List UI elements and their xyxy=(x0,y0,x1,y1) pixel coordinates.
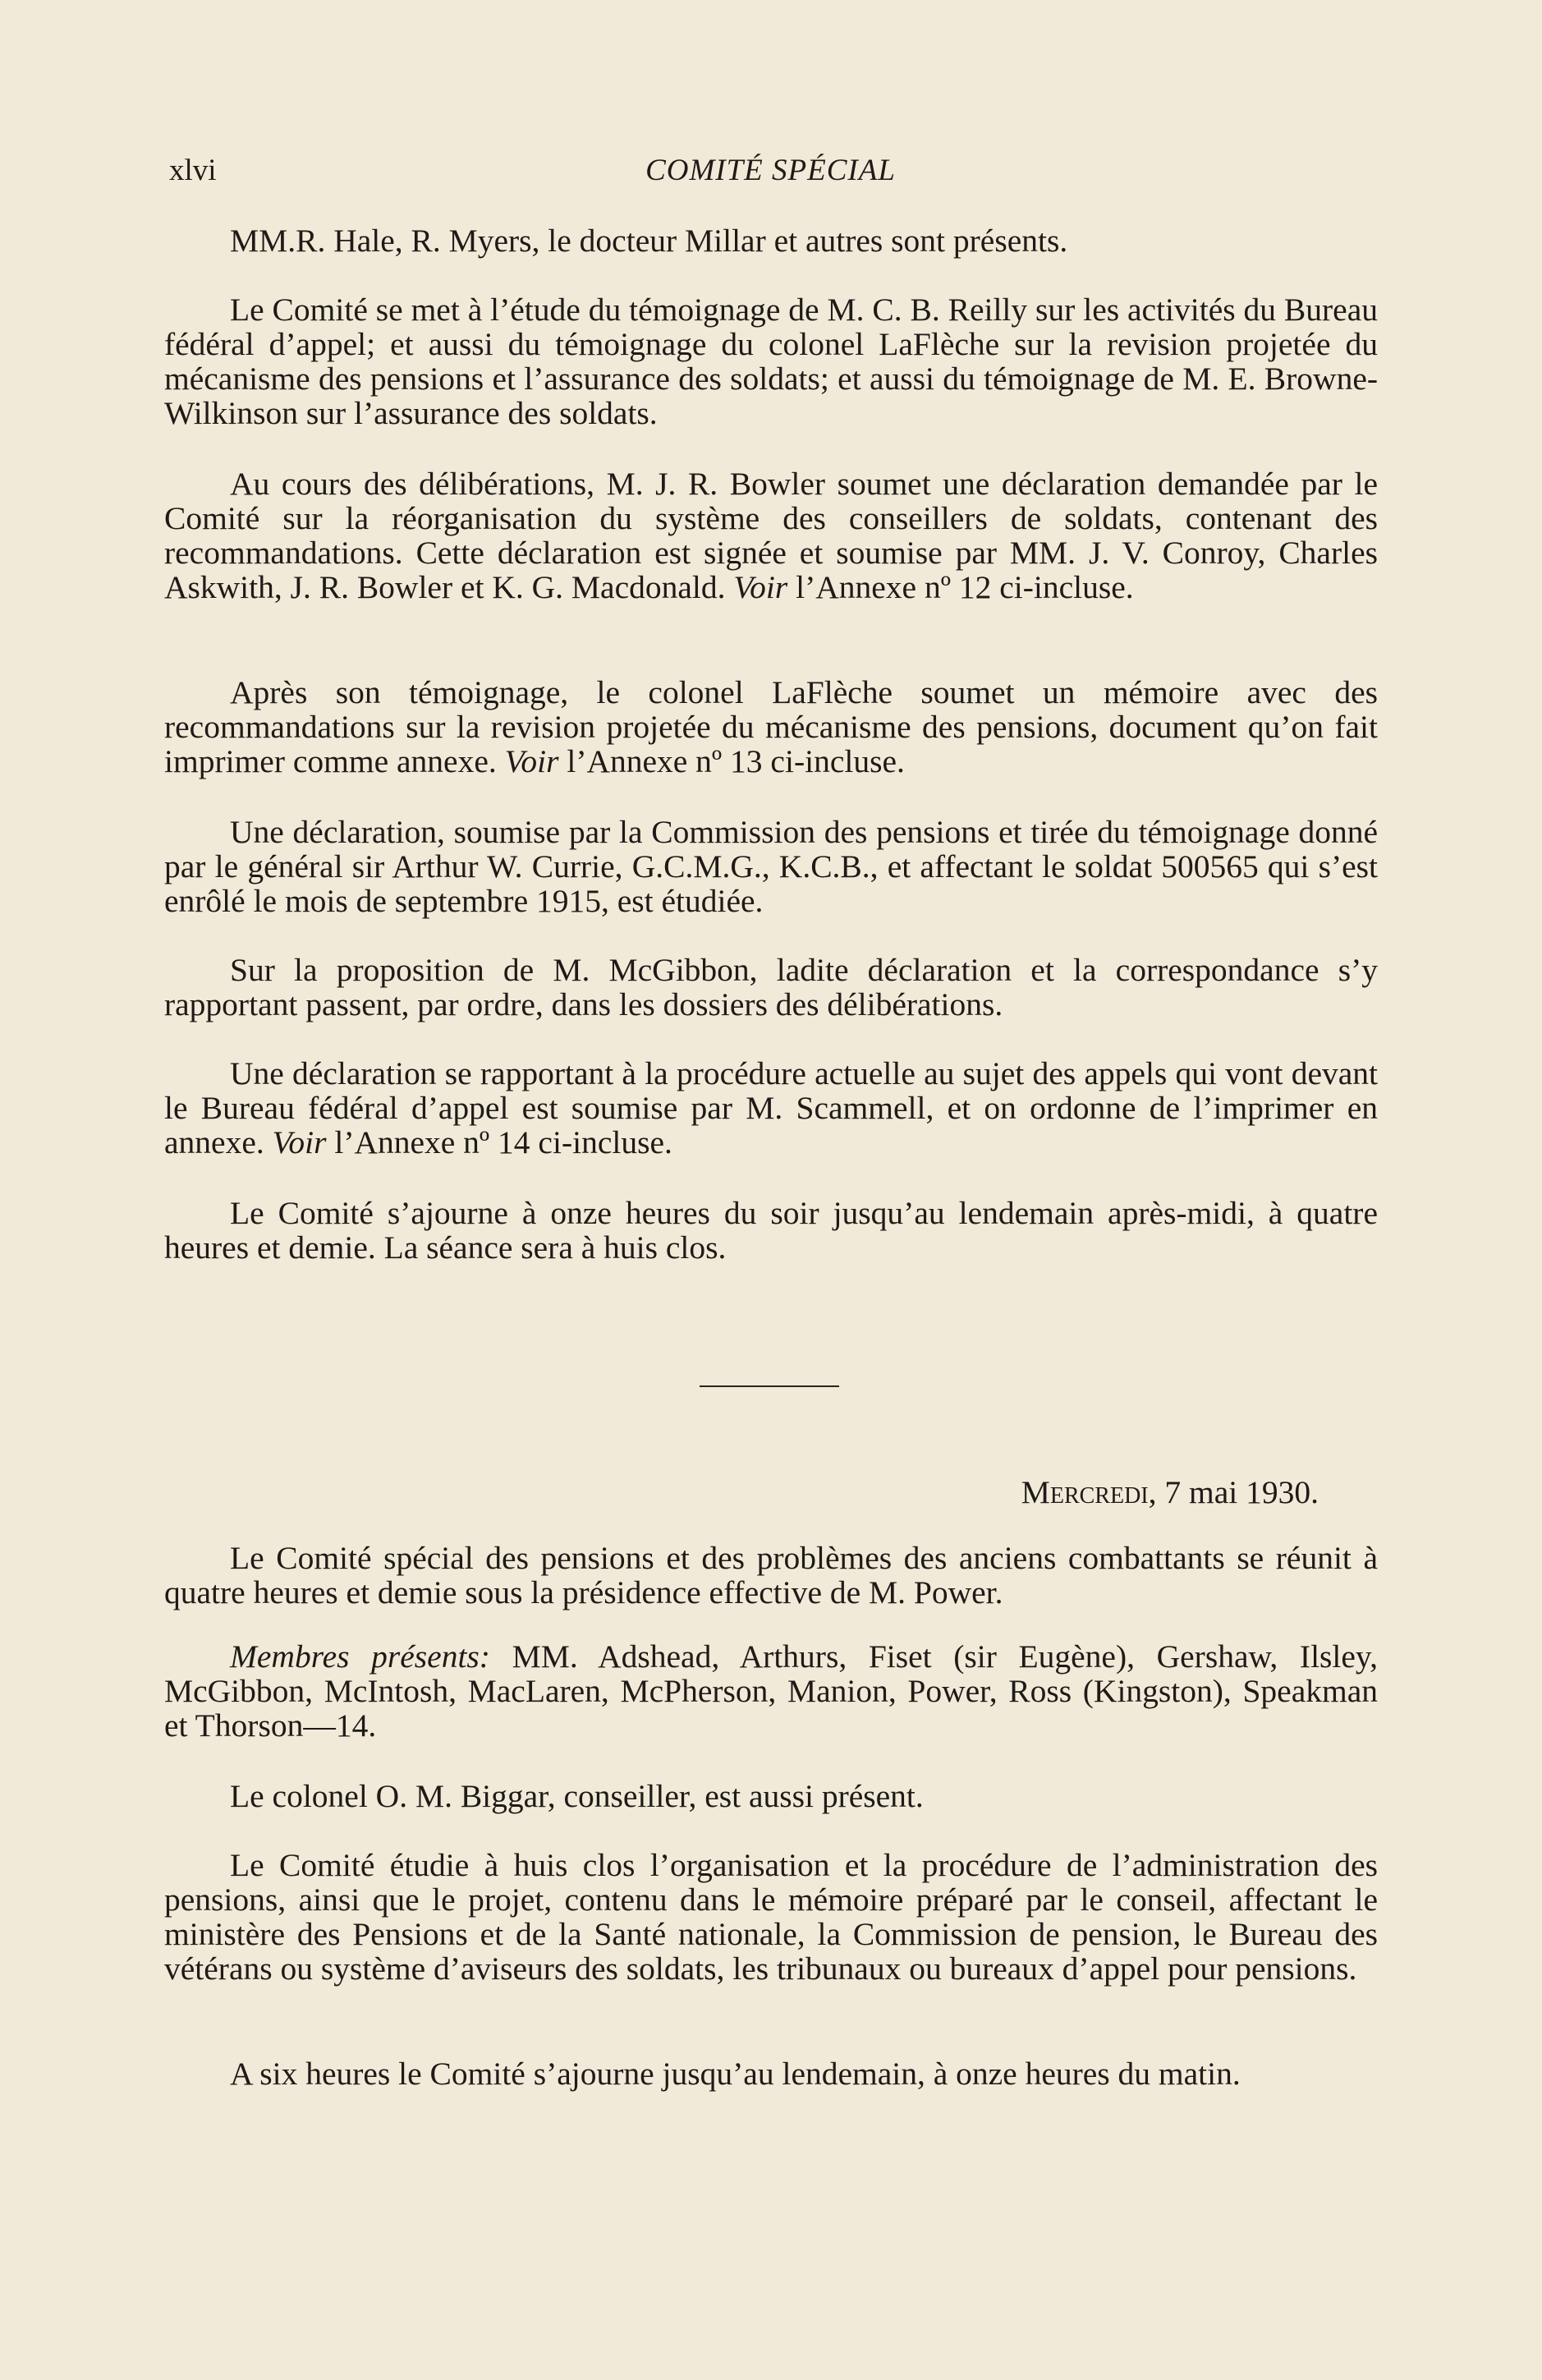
annex-reference: l’Annexe nº 14 ci-incluse. xyxy=(334,1124,672,1160)
paragraph-appeal-procedure xyxy=(164,1056,1378,1160)
paragraph-currie-declaration: Une déclaration, soumise par la Commission des pensions et tirée du témoignage donné par le général sir Arthur W. Currie, G.C.M.G., K.C.B., et affectant le soldat 500565 qui s’est enrôlé le mois de septembre 1915, est étudiée. xyxy=(164,814,1378,919)
paragraph-attendance: MM.R. Hale, R. Myers, le docteur Millar et autres sont présents. xyxy=(230,223,1068,259)
members-list: MM. Adshead, Arthurs, Fiset (sir Eugène), Gershaw, Ilsley, McGibbon, McIntosh, MacLaren, McPherson, Manion, Power, Ross (Kingston), Speakman et Thorson—14. xyxy=(164,1638,1378,1744)
paragraph-testimony: Le Comité se met à l’étude du témoignage de M. C. B. Reilly sur les activités du Bureau fédéral d’appel; et aussi du témoignage du colonel LaFlèche sur la revision projetée du mécanisme des pensions et l’assurance des soldats; et aussi du témoignage de M. E. Browne-Wilkinson sur l’assurance des soldats. xyxy=(164,292,1378,431)
date: 7 mai 1930. xyxy=(1164,1474,1319,1510)
paragraph-mcgibbon-proposal: Sur la proposition de M. McGibbon, ladite déclaration et la correspondance s’y rapportant passent, par ordre, dans les dossiers des délibérations. xyxy=(164,952,1378,1022)
members-label: Membres présents: xyxy=(230,1638,490,1675)
voir-reference: Voir xyxy=(272,1124,327,1160)
paragraph-committee-study: Le Comité étudie à huis clos l’organisation et la procédure de l’administration des pensions, ainsi que le projet, contenu dans le mémoire préparé par le conseil, affectant le ministère des Pensions et de la Santé nationale, la Commission de pension, le Bureau des vétérans ou système d’aviseurs des soldats, les tribunaux ou bureaux d’appel pour pensions. xyxy=(164,1847,1378,1987)
session-date xyxy=(1021,1473,1319,1511)
page-header xyxy=(169,153,1372,194)
paragraph-bowler-declaration xyxy=(164,466,1378,604)
paragraph-biggar-present: Le colonel O. M. Biggar, conseiller, est aussi présent. xyxy=(230,1778,924,1814)
voir-reference: Voir xyxy=(733,569,788,605)
voir-reference: Voir xyxy=(504,743,559,779)
section-divider xyxy=(700,1385,839,1387)
running-title: COMITÉ SPÉCIAL xyxy=(645,154,896,187)
paragraph-adjournment: Le Comité s’ajourne à onze heures du soir jusqu’au lendemain après-midi, à quatre heures et demie. La séance sera à huis clos. xyxy=(164,1195,1378,1266)
paragraph-committee-meets: Le Comité spécial des pensions et des problèmes des anciens combattants se réunit à quatre heures et demie sous la présidence effective de M. Power. xyxy=(164,1540,1378,1610)
annex-reference: l’Annexe nº 13 ci-incluse. xyxy=(567,743,905,779)
paragraph-text: Au cours des délibérations, M. J. R. Bowler soumet une déclaration demandée par le Comité sur la réorganisation du système des conseillers de soldats, contenant des recommandations. Cette déclaration est signée et soumise par MM. J. V. Conroy, Charles Askwith, J. R. Bowler et K. G. Macdonald. xyxy=(164,466,1378,605)
annex-reference: l’Annexe nº 12 ci-incluse. xyxy=(796,569,1134,605)
paragraph-text: Une déclaration se rapportant à la procédure actuelle au sujet des appels qui vont devant le Bureau fédéral d’appel est soumise par M. Scammell, et on ordonne de l’imprimer en annexe. xyxy=(164,1055,1378,1160)
page-number: xlvi xyxy=(169,154,217,187)
paragraph-text: Après son témoignage, le colonel LaFlèche soumet un mémoire avec des recommandations sur la revision projetée du mécanisme des pensions, document qu’on fait imprimer comme annexe. xyxy=(164,674,1378,779)
weekday: Mercredi, xyxy=(1021,1474,1157,1510)
paragraph-lafleche-memo xyxy=(164,675,1378,779)
paragraph-final-adjournment: A six heures le Comité s’ajourne jusqu’au lendemain, à onze heures du matin. xyxy=(230,2056,1241,2092)
paragraph-members-present xyxy=(164,1639,1378,1743)
